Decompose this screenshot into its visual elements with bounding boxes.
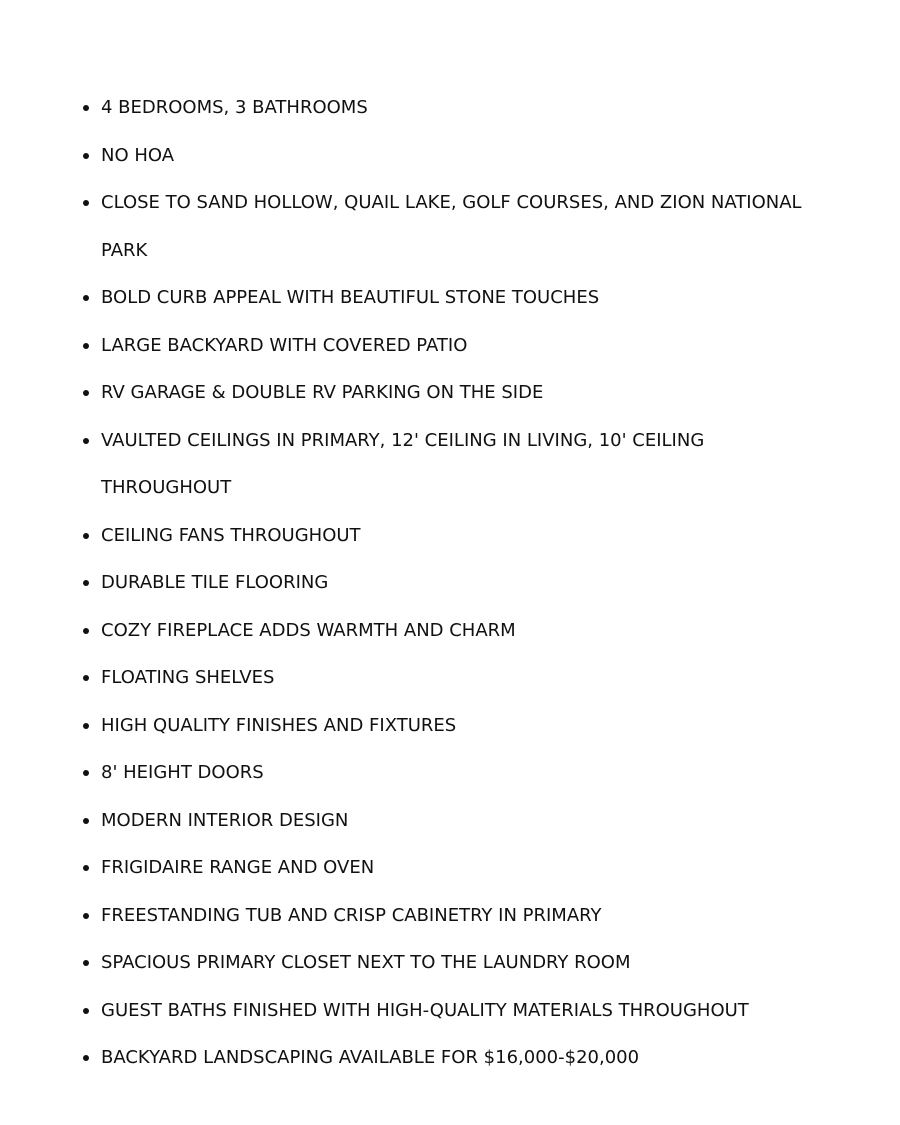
feature-text: BOLD CURB APPEAL WITH BEAUTIFUL STONE TOUCHES bbox=[101, 287, 600, 308]
feature-text: 4 BEDROOMS, 3 BATHROOMS bbox=[101, 97, 368, 118]
bullet-icon bbox=[83, 200, 89, 206]
feature-text: CEILING FANS THROUGHOUT bbox=[101, 524, 361, 546]
feature-item-location bbox=[80, 179, 840, 274]
feature-text: FRIGIDAIRE RANGE AND OVEN bbox=[101, 857, 375, 878]
feature-text: BACKYARD LANDSCAPING AVAILABLE FOR $16,000-$20,000 bbox=[101, 1047, 640, 1068]
bullet-icon bbox=[83, 390, 89, 396]
feature-item-doors bbox=[80, 749, 840, 797]
bullet-icon bbox=[83, 1008, 89, 1014]
bullet-icon bbox=[83, 960, 89, 966]
bullet-icon bbox=[83, 770, 89, 776]
bullet-icon bbox=[83, 1055, 89, 1061]
bullet-icon bbox=[83, 865, 89, 871]
feature-item-shelves bbox=[80, 654, 840, 702]
feature-item-rv-garage bbox=[80, 369, 840, 417]
feature-item-guest-baths bbox=[80, 987, 840, 1035]
bullet-icon bbox=[83, 628, 89, 634]
feature-text: LARGE BACKYARD WITH COVERED PATIO bbox=[101, 334, 468, 356]
feature-item-finishes bbox=[80, 702, 840, 750]
bullet-icon bbox=[83, 533, 89, 539]
feature-text: HIGH QUALITY FINISHES AND FIXTURES bbox=[101, 714, 457, 736]
feature-list bbox=[80, 84, 840, 1082]
feature-text: DURABLE TILE FLOORING bbox=[101, 572, 329, 593]
feature-text: NO HOA bbox=[101, 144, 175, 166]
feature-item-fireplace bbox=[80, 607, 840, 655]
bullet-icon bbox=[83, 675, 89, 681]
feature-item-flooring bbox=[80, 559, 840, 607]
feature-item-ceilings bbox=[80, 417, 840, 512]
bullet-icon bbox=[83, 153, 89, 159]
feature-item-ceiling-fans bbox=[80, 512, 840, 560]
bullet-icon bbox=[83, 818, 89, 824]
bullet-icon bbox=[83, 913, 89, 919]
feature-item-interior-design bbox=[80, 797, 840, 845]
bullet-icon bbox=[83, 438, 89, 444]
bullet-icon bbox=[83, 343, 89, 349]
feature-item-range-oven bbox=[80, 844, 840, 892]
bullet-icon bbox=[83, 723, 89, 729]
bullet-icon bbox=[83, 105, 89, 111]
feature-text: SPACIOUS PRIMARY CLOSET NEXT TO THE LAUNDRY ROOM bbox=[101, 952, 631, 973]
feature-text: RV GARAGE & DOUBLE RV PARKING ON THE SIDE bbox=[101, 382, 544, 403]
feature-item-backyard bbox=[80, 322, 840, 370]
feature-text: GUEST BATHS FINISHED WITH HIGH-QUALITY MATERIALS THROUGHOUT bbox=[101, 999, 749, 1021]
feature-text: COZY FIREPLACE ADDS WARMTH AND CHARM bbox=[101, 619, 516, 641]
feature-text: FREESTANDING TUB AND CRISP CABINETRY IN PRIMARY bbox=[101, 904, 602, 926]
feature-text: CLOSE TO SAND HOLLOW, QUAIL LAKE, GOLF COURSES, AND ZION NATIONAL PARK bbox=[101, 192, 802, 261]
feature-item-bedrooms-bathrooms bbox=[80, 84, 840, 132]
feature-item-primary-closet bbox=[80, 939, 840, 987]
feature-text: 8' HEIGHT DOORS bbox=[101, 762, 264, 783]
feature-item-no-hoa bbox=[80, 132, 840, 180]
bullet-icon bbox=[83, 295, 89, 301]
feature-text: MODERN INTERIOR DESIGN bbox=[101, 809, 349, 831]
bullet-icon bbox=[83, 580, 89, 586]
feature-item-curb-appeal bbox=[80, 274, 840, 322]
feature-text: FLOATING SHELVES bbox=[101, 667, 275, 688]
feature-item-tub-cabinetry bbox=[80, 892, 840, 940]
feature-text: VAULTED CEILINGS IN PRIMARY, 12' CEILING IN LIVING, 10' CEILING THROUGHOUT bbox=[101, 429, 705, 498]
feature-item-landscaping bbox=[80, 1034, 840, 1082]
